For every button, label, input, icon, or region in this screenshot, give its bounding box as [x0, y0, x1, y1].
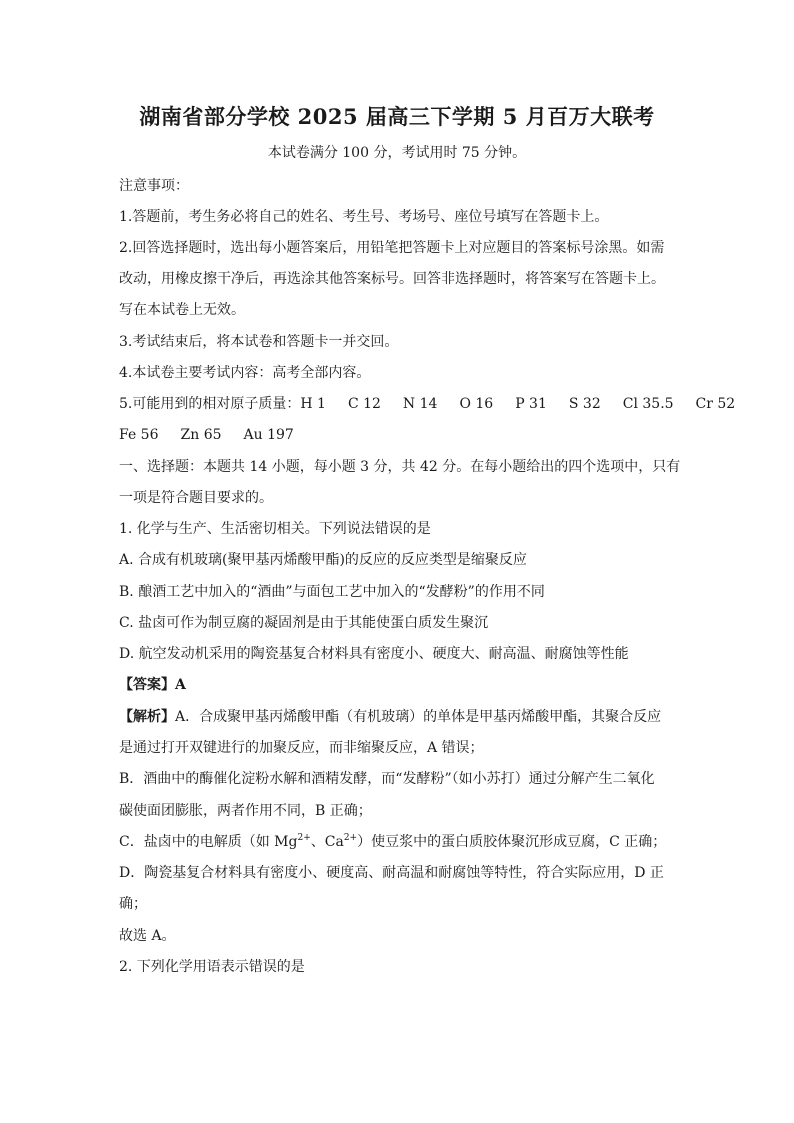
analysis-tag: 【解析】: [119, 709, 175, 725]
question-1-analysis-b-line-1: B．酒曲中的酶催化淀粉水解和酒精发酵，而“发酵粉”（如小苏打）通过分解产生二氧化: [119, 771, 655, 787]
question-1-analysis-b-line-2: 碳使面团膨胀，两者作用不同，B 正确；: [119, 803, 372, 819]
exam-title: 湖南省部分学校 2025 届高三下学期 5 月百万大联考: [139, 104, 655, 129]
note-5-atomic-masses: [119, 394, 736, 414]
question-1-option-b: B. 酿酒工艺中加入的“酒曲”与面包工艺中加入的“发酵粉”的作用不同: [119, 584, 545, 600]
note-3: 3.考试结束后，将本试卷和答题卡一并交回。: [119, 334, 399, 350]
note-5-atomic-masses-row-2: [119, 425, 679, 445]
atom-mass: H 1: [300, 396, 326, 412]
note-2-line-3: 写在本试卷上无效。: [119, 302, 245, 318]
question-1-analysis-c: [119, 832, 679, 852]
section-1-heading-line-2: 一项是符合题目要求的。: [119, 490, 273, 506]
note-2-line-1: 2.回答选择题时，选出每小题答案后，用铅笔把答题卡上对应题目的答案标号涂黑。如需: [119, 240, 665, 256]
question-1-analysis-a-line-2: 是通过打开双键进行的加聚反应，而非缩聚反应，A 错误；: [119, 740, 484, 756]
question-1-analysis-d-line-1: D．陶瓷基复合材料具有密度小、硬度高、耐高温和耐腐蚀等特性，符合实际应用，D 正: [119, 865, 664, 881]
note-4: 4.本试卷主要考试内容：高考全部内容。: [119, 365, 371, 381]
atom-mass: C 12: [347, 396, 381, 412]
question-1-option-d: D. 航空发动机采用的陶瓷基复合材料具有密度小、硬度大、耐高温、耐腐蚀等性能: [119, 646, 629, 662]
atom-mass: O 16: [459, 396, 494, 412]
section-1-heading-line-1: 一、选择题：本题共 14 小题，每小题 3 分，共 42 分。在每小题给出的四个选项中，只有: [119, 459, 681, 475]
question-1-option-c: C. 盐卤可作为制豆腐的凝固剂是由于其能使蛋白质发生聚沉: [119, 615, 489, 631]
ca-charge: 2+: [343, 833, 358, 843]
atom-mass: P 31: [515, 396, 547, 412]
question-1-analysis-d-line-2: 确；: [119, 896, 147, 912]
analysis-a-text: A．合成聚甲基丙烯酸甲酯（有机玻璃）的单体是甲基丙烯酸甲酯，其聚合反应: [175, 709, 662, 725]
atom-mass: S 32: [568, 396, 601, 412]
question-1-stem: 1. 化学与生产、生活密切相关。下列说法错误的是: [119, 521, 431, 537]
note-2-line-2: 改动，用橡皮擦干净后，再选涂其他答案标号。回答非选择题时，将答案写在答题卡上。: [119, 271, 665, 287]
note-1: 1.答题前，考生务必将自己的姓名、考生号、考场号、座位号填写在答题卡上。: [119, 209, 609, 225]
atom-mass: Au 197: [243, 427, 294, 443]
question-1-analysis-a-line-1: [119, 707, 679, 727]
atom-mass: Fe 56: [119, 427, 159, 443]
atom-mass: Zn 65: [180, 427, 222, 443]
question-2-stem: 2. 下列化学用语表示错误的是: [119, 959, 305, 975]
notes-heading: 注意事项：: [119, 178, 189, 194]
question-1-conclusion: 故选 A。: [119, 928, 176, 944]
analysis-c-part-2: 、Ca: [310, 834, 344, 850]
question-1-answer: 【答案】A: [119, 677, 186, 693]
analysis-c-part-1: C．盐卤中的电解质（如 Mg: [119, 834, 298, 850]
atom-mass: Cl 35.5: [622, 396, 674, 412]
atom-mass: Cr 52: [695, 396, 736, 412]
question-1-option-a: A. 合成有机玻璃(聚甲基丙烯酸甲酯)的反应的反应类型是缩聚反应: [119, 552, 527, 568]
exam-subtitle: 本试卷满分 100 分，考试用时 75 分钟。: [267, 145, 527, 161]
note-5-prefix: 5.可能用到的相对原子质量：: [119, 396, 301, 412]
analysis-c-part-3: ）使豆浆中的蛋白质胶体聚沉形成豆腐，C 正确；: [357, 834, 667, 850]
mg-charge: 2+: [297, 833, 311, 843]
atom-mass: N 14: [402, 396, 438, 412]
